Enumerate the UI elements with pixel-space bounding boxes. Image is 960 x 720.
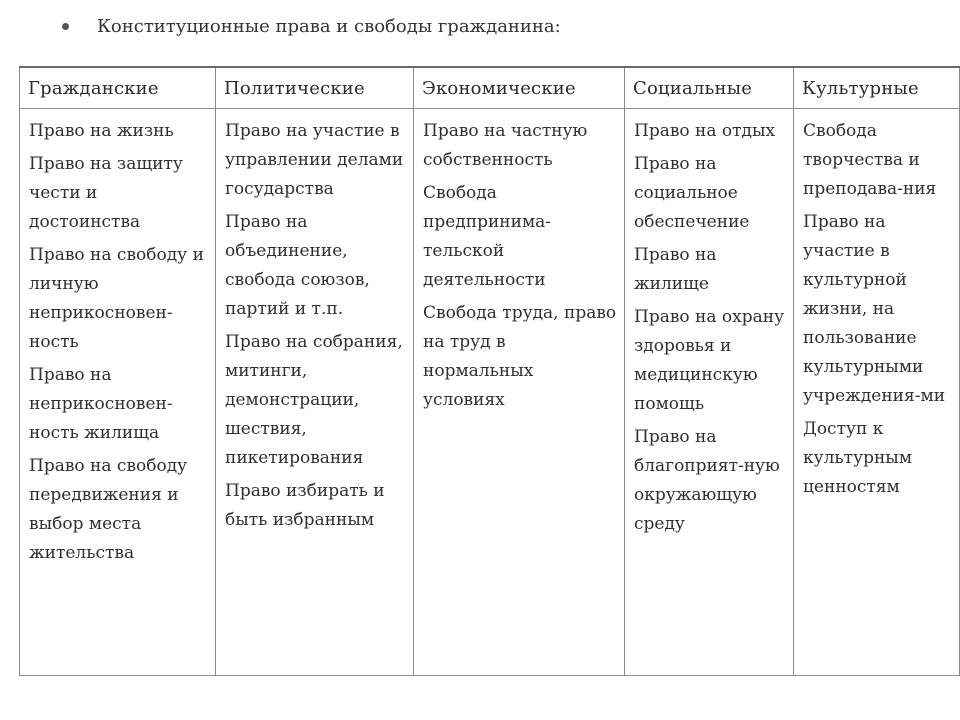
- header-political: Политические: [216, 67, 414, 109]
- slide-title-text: Конституционные права и свободы гражданина:: [97, 15, 561, 37]
- rights-table: [19, 66, 960, 676]
- list-item: Право избирать и быть избранным: [225, 481, 385, 530]
- list-item: Право на жизнь: [29, 121, 174, 141]
- list-item: Право на свободу и личную неприкосновен-ность: [29, 245, 204, 352]
- list-item: Доступ к культурным ценностям: [803, 419, 913, 497]
- header-civil: Гражданские: [20, 67, 216, 109]
- bullet-icon: [62, 23, 69, 30]
- list-item: Право на неприкосновен-ность жилища: [29, 365, 173, 443]
- list-item: Право на собрания, митинги, демонстрации, шествия, пикетирования: [225, 332, 403, 468]
- list-item: Право на жилище: [634, 245, 717, 294]
- list-item: Свобода труда, право на труд в нормальных условиях: [423, 303, 617, 410]
- cell-cultural: [794, 109, 960, 676]
- cell-civil: [20, 109, 216, 676]
- list-item: Право на защиту чести и достоинства: [29, 154, 183, 232]
- cell-social: [625, 109, 794, 676]
- list-item: Право на участие в культурной жизни, на пользование культурными учреждения-ми: [803, 212, 946, 406]
- list-item: Право на социальное обеспечение: [634, 154, 750, 232]
- cell-economic: [414, 109, 625, 676]
- slide-title: [62, 11, 561, 41]
- table-header-row: [20, 67, 960, 109]
- header-economic: Экономические: [414, 67, 625, 109]
- cell-political: [216, 109, 414, 676]
- list-item: Право на отдых: [634, 121, 776, 141]
- table-row: [20, 109, 960, 676]
- list-item: Свобода предпринима-тельской деятельности: [423, 183, 552, 290]
- list-item: Право на благоприят-ную окружающую среду: [634, 427, 780, 534]
- list-item: Право на участие в управлении делами государства: [225, 121, 404, 199]
- list-item: Право на частную собственность: [423, 121, 588, 170]
- list-item: Свобода творчества и преподава-ния: [803, 121, 937, 199]
- header-cultural: Культурные: [794, 67, 960, 109]
- list-item: Право на охрану здоровья и медицинскую помощь: [634, 307, 785, 414]
- list-item: Право на объединение, свобода союзов, партий и т.п.: [225, 212, 370, 319]
- header-social: Социальные: [625, 67, 794, 109]
- list-item: Право на свободу передвижения и выбор места жительства: [29, 456, 188, 563]
